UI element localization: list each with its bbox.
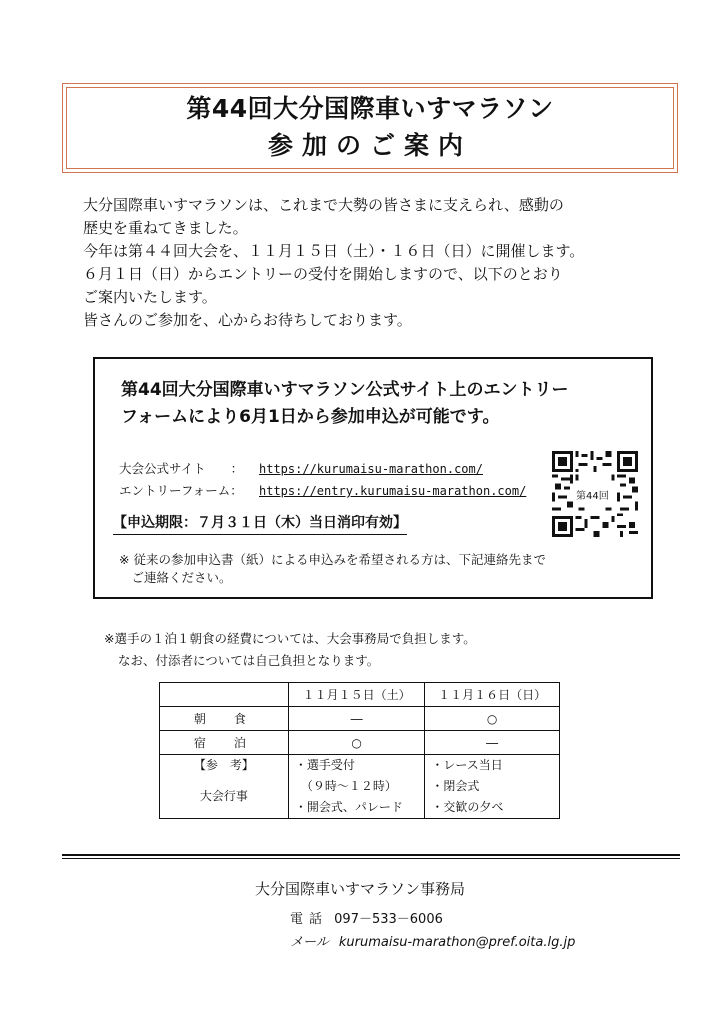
- title-inner-frame: [66, 87, 674, 169]
- row-label-lodging: 宿 泊: [160, 731, 289, 755]
- row-label-events: [160, 755, 289, 819]
- cost-note-line: ※選手の１泊１朝食の経費については、大会事務局で負担します。: [104, 631, 476, 646]
- table-cell: ○: [425, 707, 560, 731]
- entry-form-label: エントリーフォーム：: [119, 483, 243, 498]
- qr-code[interactable]: [552, 451, 638, 537]
- entry-lead-line: 第44回大分国際車いすマラソン公式サイト上のエントリー: [121, 380, 569, 400]
- official-site-link[interactable]: https://kurumaisu-marathon.com/: [259, 462, 483, 476]
- cost-note-line: なお、付添者については自己負担となります。: [118, 653, 380, 668]
- table-header-row: [160, 683, 560, 707]
- note-line: ご連絡ください。: [119, 570, 232, 585]
- divider: [62, 854, 680, 856]
- intro-line: 歴史を重ねてきました。: [83, 219, 248, 237]
- entry-info-box: [93, 357, 653, 599]
- table-header-cell: １１月１５日（土）: [288, 683, 424, 707]
- contact-phone-row: [290, 908, 443, 927]
- entry-form-row: [119, 481, 526, 499]
- table-row: [160, 731, 560, 755]
- entry-lead-line: フォームにより6月1日から参加申込が可能です。: [121, 407, 500, 427]
- intro-line: ６月１日（日）からエントリーの受付を開始しますので、以下のとおり: [83, 265, 563, 283]
- deadline-text: 【申込期限：７月３１日（木）当日消印有効】: [113, 512, 407, 535]
- table-cell: ○: [288, 731, 424, 755]
- event-item: ・交歓の夕べ: [431, 800, 504, 814]
- note-line: ※ 従来の参加申込書（紙）による申込みを希望される方は、下記連絡先まで: [119, 552, 546, 567]
- table-row-events: [160, 755, 560, 819]
- event-item: ・閉会式: [431, 779, 480, 793]
- phone-number[interactable]: 097－533－6006: [334, 912, 443, 927]
- paper-application-note: [119, 551, 639, 587]
- office-name: 大分国際車いすマラソン事務局: [255, 880, 466, 898]
- contact-mail-row: [290, 931, 575, 950]
- official-site-label: 大会公式サイト ：: [119, 461, 244, 476]
- intro-line: 皆さんのご参加を、心からお待ちしております。: [83, 311, 412, 329]
- table-header-cell: [160, 683, 289, 707]
- schedule-table: [159, 682, 560, 819]
- mail-label: メール: [290, 935, 329, 950]
- event-item: ・開会式、パレード: [294, 800, 403, 814]
- events-reference-label: 【参 考】: [193, 758, 254, 772]
- entry-form-link[interactable]: https://entry.kurumaisu-marathon.com/: [259, 484, 527, 498]
- title-box: [62, 83, 678, 173]
- cost-note: [104, 628, 476, 672]
- table-header-cell: １１月１６日（日）: [425, 683, 560, 707]
- day2-events-cell: [425, 755, 560, 819]
- intro-line: ご案内いたします。: [83, 288, 217, 306]
- table-cell: ―: [425, 731, 560, 755]
- events-label: 大会行事: [199, 789, 248, 803]
- row-label-breakfast: 朝 食: [160, 707, 289, 731]
- event-item: ・選手受付: [294, 758, 355, 772]
- intro-text: [83, 194, 683, 332]
- table-cell: ―: [288, 707, 424, 731]
- day1-events-cell: [288, 755, 424, 819]
- event-item: （９時～１２時）: [300, 779, 397, 793]
- mail-address[interactable]: kurumaisu-marathon@pref.oita.lg.jp: [338, 935, 576, 950]
- qr-code-label: 第44回: [574, 487, 611, 502]
- phone-label: 電話: [290, 912, 329, 927]
- event-item: ・レース当日: [431, 758, 503, 772]
- intro-line: 大分国際車いすマラソンは、これまで大勢の皆さまに支えられ、感動の: [83, 196, 564, 214]
- intro-line: 今年は第４４回大会を、１１月１５日（土）・１６日（日）に開催します。: [83, 242, 585, 260]
- entry-lead: [121, 377, 641, 431]
- table-row: [160, 707, 560, 731]
- divider: [62, 858, 680, 859]
- page-title: 第44回大分国際車いすマラソン: [186, 94, 554, 123]
- official-site-row: [119, 459, 483, 477]
- page-subtitle: 参加のご案内: [267, 131, 472, 160]
